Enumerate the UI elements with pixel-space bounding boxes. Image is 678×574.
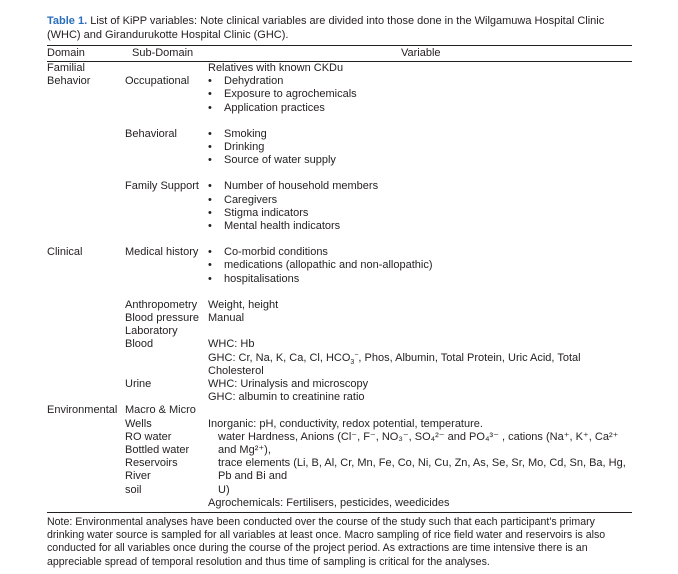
list-item: • Co-morbid conditions — [208, 246, 632, 259]
medical-history-list — [208, 246, 632, 286]
family-support-list — [208, 180, 632, 233]
ghc-blood-line: GHC: Cr, Na, K, Ca, Cl, $HCO_3^-$, Phos, Albumin, Total Protein, Uric Acid, Total Cholesterol — [208, 350, 581, 377]
domain-cell: Clinical — [47, 246, 83, 259]
sub-domain-cell: Urine — [125, 378, 152, 391]
sub-domain-cell: Medical history — [125, 246, 199, 259]
table-row — [47, 180, 632, 233]
sub-domain-cell: Occupational — [125, 75, 190, 88]
table-row — [47, 128, 632, 168]
list-item: • Stigma indicators — [208, 207, 632, 220]
table-row — [47, 312, 632, 325]
variables-table — [47, 62, 632, 510]
table-row — [47, 299, 632, 312]
header-variable: Variable — [401, 47, 441, 59]
list-item: • hospitalisations — [208, 273, 632, 286]
list-item: • Source of water supply — [208, 154, 632, 167]
domain-cell: Familial Behavior — [47, 62, 91, 88]
variable-cell — [208, 128, 632, 168]
list-item: • Number of household members — [208, 180, 632, 193]
sub-domain-cell: Laboratory Blood — [125, 325, 178, 351]
variable-cell: WHC: Hb GHC: Cr, Na, K, Ca, Cl, $HCO_3^-$, Phos, Albumin, Total Protein, Uric Acid, Total Cholesterol — [208, 325, 632, 378]
table-row — [47, 246, 632, 286]
variable-cell: Inorganic: pH, conductivity, redox potential, temperature. water Hardness, Anions (Cl⁻, F⁻, NO₃⁻, SO₄²⁻ and PO₄³⁻ , cations (Na⁺, K⁺, Ca²⁺ and Mg²⁺), trace elements (Li, B, Al, Cr, Mn, Fe, Co, Ni, Cu, Zn, As, Se, Sr, Mo, Cd, Sn, Ba, Hg, Pb and Bi and U) Agrochemicals: Fertilisers, pesticides, weedicides — [208, 417, 626, 509]
list-item: • Mental health indicators — [208, 220, 632, 233]
table-row — [47, 62, 632, 115]
list-item: • Smoking — [208, 128, 632, 141]
table-header — [47, 46, 632, 61]
caption-text: List of KiPP variables: Note clinical variables are divided into those done in the Wilgamuwa Hospital Clinic (WHC) and Girandurukotte Hospital Clinic (GHC). — [47, 15, 605, 41]
occupational-list — [208, 75, 632, 115]
list-item: • Caregivers — [208, 194, 632, 207]
table-caption — [47, 14, 632, 42]
variable-cell: WHC: Urinalysis and microscopy GHC: albumin to creatinine ratio — [208, 378, 369, 404]
header-sub-domain: Sub-Domain — [132, 47, 194, 59]
list-item: • medications (allopathic and non-allopathic) — [208, 259, 632, 272]
sub-domain-cell: Anthropometry — [125, 298, 198, 311]
header-domain: Domain — [47, 47, 85, 59]
table-label: Table 1. — [47, 15, 88, 27]
domain-cell: Environmental — [47, 404, 118, 417]
bottom-rule — [47, 512, 632, 513]
table-container — [47, 14, 632, 569]
sub-domain-cell: Blood pressure — [125, 312, 199, 325]
variable-cell — [208, 246, 632, 286]
table-row — [47, 325, 632, 378]
sub-domain-cell: Family Support — [125, 180, 199, 193]
variable-cell — [208, 180, 632, 233]
table-row — [47, 404, 632, 510]
table-note: Note: Environmental analyses have been conducted over the course of the study such that each participant's primary drinking water source is sampled for all variables at least once. Macro sampling of rice field water and reservoirs is also conducted for all variables once during the course of the project period. As extractions are time intensive there is an appreciable spread of temporal resolution and thus time of sampling is critical for the analyses. — [47, 516, 606, 568]
sub-domain-cell: Macro & Micro Wells RO water Bottled water Reservoirs River soil — [125, 404, 196, 496]
variable-cell: Manual — [208, 312, 245, 325]
list-item: • Exposure to agrochemicals — [208, 88, 632, 101]
list-item: • Dehydration — [208, 75, 632, 88]
list-item: • Drinking — [208, 141, 632, 154]
sub-domain-cell: Behavioral — [125, 127, 177, 140]
behavioral-list — [208, 128, 632, 168]
table-row — [47, 378, 632, 404]
variable-cell: Relatives with known CKDu • Dehydration • Exposure to agrochemicals • Application practices — [208, 62, 632, 115]
variable-cell: Weight, height — [208, 298, 279, 311]
list-item: • Application practices — [208, 102, 632, 115]
